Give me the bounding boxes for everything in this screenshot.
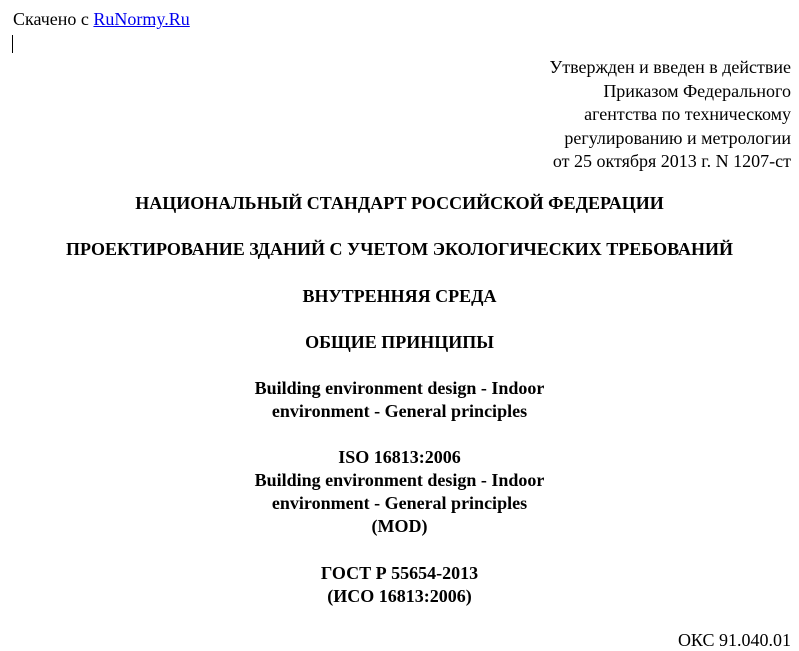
iso-modification: (MOD) bbox=[371, 516, 428, 536]
title-ru-line-1: ПРОЕКТИРОВАНИЕ ЗДАНИЙ С УЧЕТОМ ЭКОЛОГИЧЕСКИХ ТРЕБОВАНИЙ bbox=[66, 239, 733, 259]
iso-title-line-2: environment - General principles bbox=[271, 493, 528, 513]
iso-title-line-1: Building environment design - Indoor bbox=[254, 470, 545, 490]
source-prefix: Скачено с bbox=[13, 9, 94, 29]
approval-line-2: Приказом Федерального bbox=[603, 80, 791, 101]
gost-block bbox=[0, 562, 799, 608]
title-ru-line-3: ОБЩИЕ ПРИНЦИПЫ bbox=[305, 332, 494, 352]
approval-line-5: от 25 октября 2013 г. N 1207-ст bbox=[552, 151, 791, 171]
approval-line-4: регулированию и метрологии bbox=[564, 127, 791, 148]
oks-code: ОКС 91.040.01 bbox=[677, 630, 791, 650]
gost-code: ГОСТ Р 55654-2013 bbox=[320, 563, 479, 583]
standard-type-heading: НАЦИОНАЛЬНЫЙ СТАНДАРТ РОССИЙСКОЙ ФЕДЕРАЦИИ bbox=[135, 193, 664, 213]
iso-code: ISO 16813:2006 bbox=[338, 447, 461, 467]
iso-reference-block bbox=[0, 446, 799, 538]
runormy-link[interactable]: RuNormy.Ru bbox=[93, 9, 190, 29]
title-ru-line-2: ВНУТРЕННЯЯ СРЕДА bbox=[302, 286, 497, 306]
gost-iso-equivalent: (ИСО 16813:2006) bbox=[327, 586, 472, 606]
title-en-block bbox=[0, 377, 799, 423]
title-en-line-1: Building environment design - Indoor bbox=[254, 378, 545, 398]
title-en-line-2: environment - General principles bbox=[271, 401, 528, 421]
source-line bbox=[13, 8, 190, 30]
approval-block bbox=[451, 56, 791, 174]
text-cursor bbox=[12, 35, 13, 53]
approval-line-1: Утвержден и введен в действие bbox=[549, 57, 791, 77]
approval-line-3: агентства по техническому bbox=[584, 104, 791, 124]
